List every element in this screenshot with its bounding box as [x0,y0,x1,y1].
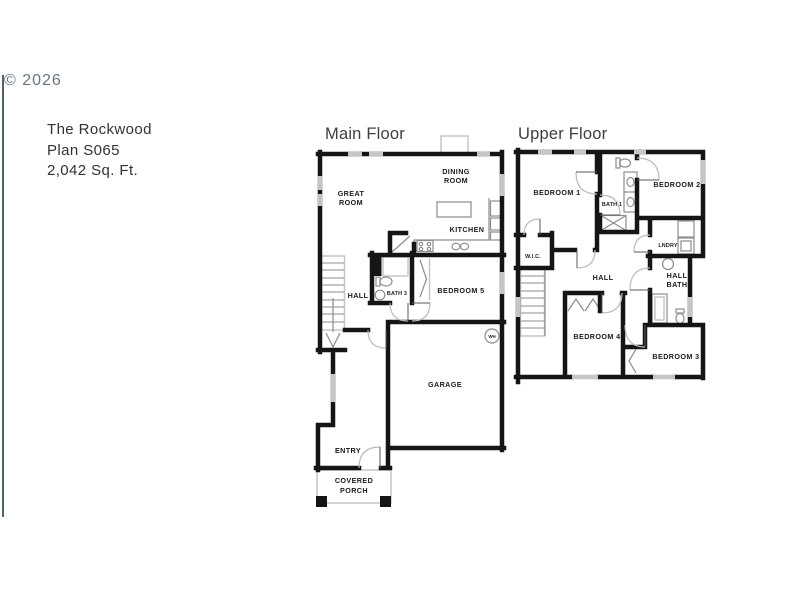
kitchen-island [437,202,471,217]
sink-icon [452,243,460,250]
upper-floor-title: Upper Floor [518,125,608,143]
sink-icon [627,178,634,187]
porch-post [316,496,327,507]
bath3-label: BATH 3 [386,291,408,297]
main-floor-title: Main Floor [325,125,405,143]
kitchen-label: KITCHEN [449,225,485,234]
sink-icon [627,198,634,207]
wic-label: W.I.C. [525,254,541,260]
upper-hall-label: HALL [592,273,614,282]
bath1-label: BATH 1 [601,202,623,208]
linen-closet [601,216,626,231]
bedroom4-label: BEDROOM 4 [573,332,621,341]
bedroom1-label: BEDROOM 1 [533,188,581,197]
tub-icon [383,257,408,276]
plan-name: The Rockwood [47,121,152,138]
garage-label: GARAGE [428,380,462,389]
main-stairs [322,256,345,347]
great-room-label: ROOM [339,198,363,207]
bedroom3-label: BEDROOM 3 [652,352,700,361]
plan-area: 2,042 Sq. Ft. [47,162,139,180]
hall-bath-label: BATH [666,280,688,289]
hall-label: HALL [347,291,369,300]
upper-stairs [521,266,546,336]
hall-bath-fixtures [652,259,684,324]
toilet-icon [620,159,631,167]
upper-floor-plan [516,125,703,382]
porch-post [380,496,391,507]
bedroom3-closet [629,349,636,373]
dining-room-label: ROOM [444,176,468,185]
toilet-icon [676,314,684,324]
covered-porch-label: PORCH [340,486,368,495]
wh-label: WH [488,334,496,339]
dining-room-label: DINING [442,167,470,176]
bedroom5-closet [420,258,430,300]
bedroom2-label: BEDROOM 2 [653,180,701,189]
hall-bath-label: HALL [666,271,688,280]
bedroom4-closet [568,299,601,311]
plan-number: Plan S065 [47,141,120,159]
pantry-door [392,236,410,252]
laundry-label: LNDRY [658,243,678,249]
sink-icon [663,259,674,270]
washer-dryer-icon [678,221,694,254]
toilet-icon [380,277,392,286]
water-heater [485,329,499,343]
great-room-label: GREAT [337,189,365,198]
watermark-text: © 2026 [4,72,62,89]
sink-icon [375,290,385,300]
bedroom5-label: BEDROOM 5 [437,286,485,295]
covered-porch-label: COVERED [334,476,374,485]
main-floor-plan [316,125,504,507]
chimney-outline [441,136,468,153]
entry-label: ENTRY [334,446,362,455]
